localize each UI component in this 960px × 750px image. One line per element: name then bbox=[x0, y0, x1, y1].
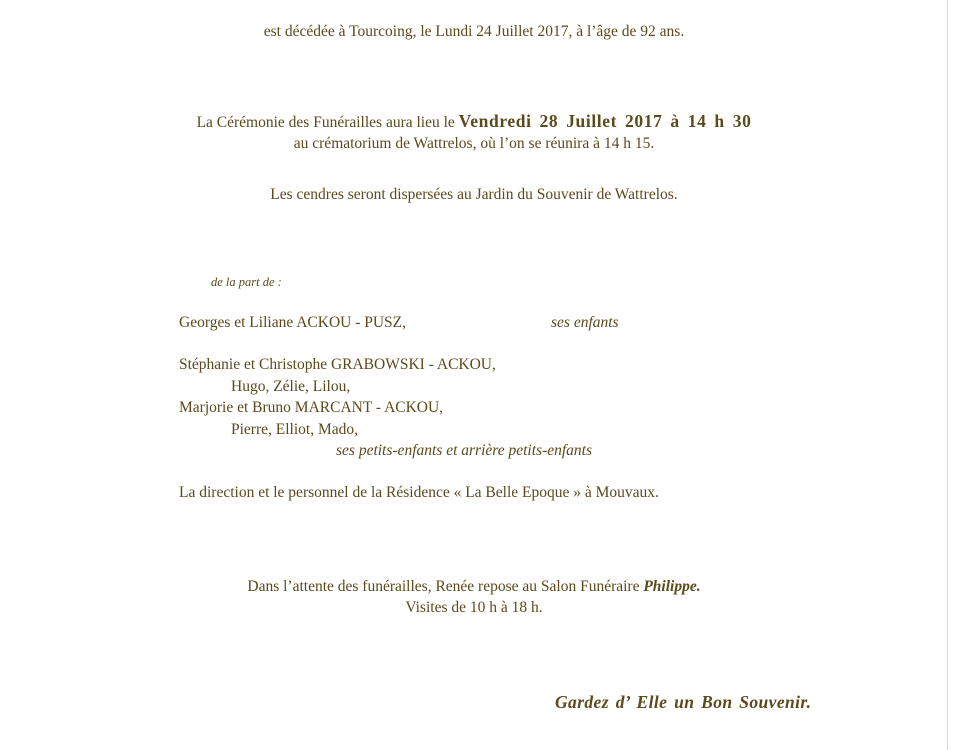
visit-hours: Visites de 10 h à 18 h. bbox=[405, 599, 543, 616]
closing-line: Gardez d’ Elle un Bon Souvenir. bbox=[555, 692, 812, 712]
ceremony-line bbox=[0, 111, 948, 133]
ceremony-date: Vendredi 28 Juillet 2017 à 14 h 30 bbox=[458, 111, 752, 131]
ceremony-place: au crématorium de Wattrelos, où l’on se réunira à 14 h 15. bbox=[293, 135, 655, 152]
ceremony-intro: La Cérémonie des Funérailles aura lieu le bbox=[196, 114, 455, 131]
grandchildren-role: ses petits-enfants et arrière petits-enfants bbox=[336, 442, 592, 459]
ashes-line: Les cendres seront dispersées au Jardin du Souvenir de Wattrelos. bbox=[270, 186, 678, 203]
grandchild-family-1: Stéphanie et Christophe GRABOWSKI - ACKOU, bbox=[179, 356, 496, 373]
salon-name: Philippe. bbox=[643, 578, 701, 595]
residence-line: La direction et le personnel de la Résidence « La Belle Epoque » à Mouvaux. bbox=[179, 484, 659, 501]
children-names: Georges et Liliane ACKOU - PUSZ, bbox=[179, 314, 407, 331]
grandchild-family-2: Marjorie et Bruno MARCANT - ACKOU, bbox=[179, 399, 444, 416]
death-line: est décédée à Tourcoing, le Lundi 24 Juillet 2017, à l’âge de 92 ans. bbox=[263, 23, 685, 40]
great-grandchildren-1: Hugo, Zélie, Lilou, bbox=[231, 378, 351, 395]
visit-line bbox=[0, 577, 948, 597]
children-role: ses enfants bbox=[551, 314, 619, 331]
great-grandchildren-2: Pierre, Elliot, Mado, bbox=[231, 421, 358, 438]
from-intro: de la part de : bbox=[211, 275, 282, 289]
visit-text: Dans l’attente des funérailles, Renée repose au Salon Funéraire bbox=[247, 578, 640, 595]
